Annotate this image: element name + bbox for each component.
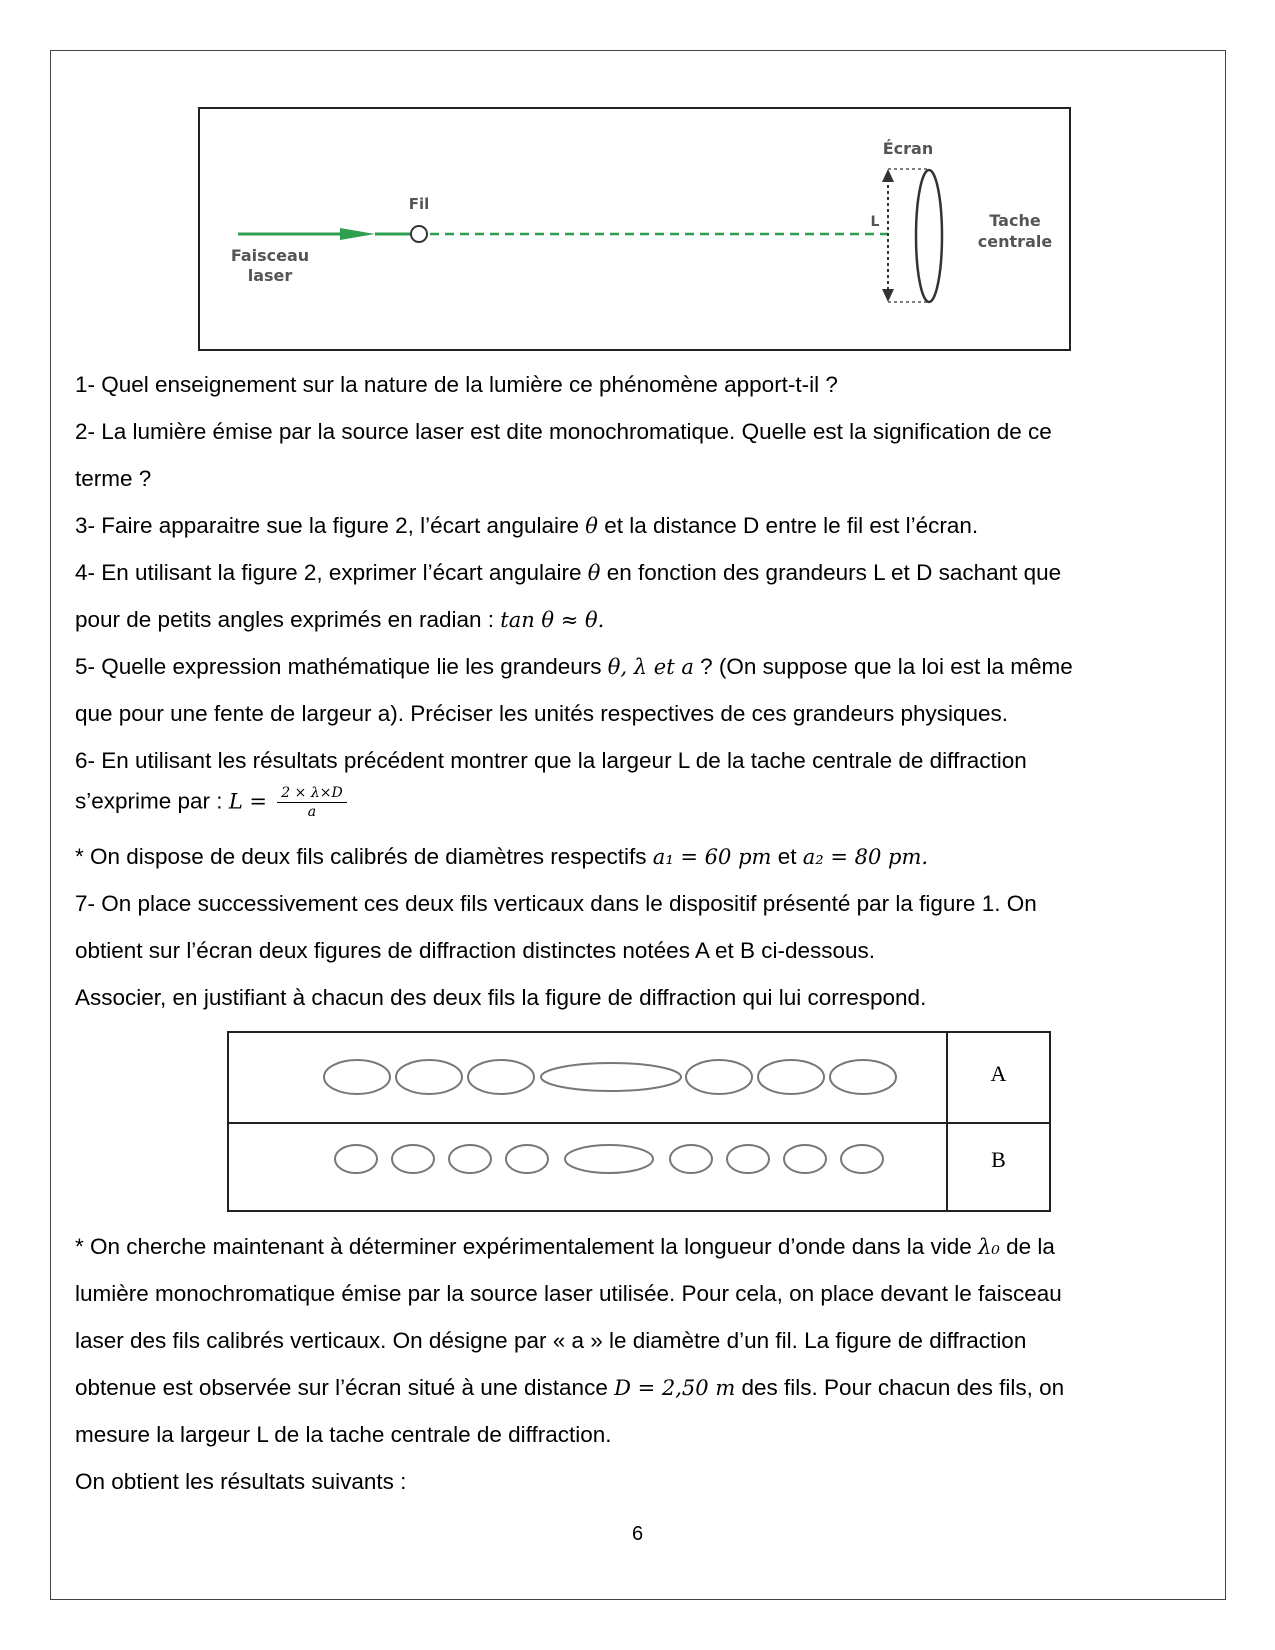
q5-text-post: ? (On suppose que la loi est la même <box>700 654 1073 679</box>
q4-text-pre: 4- En utilisant la figure 2, exprimer l’écart angulaire <box>75 560 582 585</box>
q3-text-post: et la distance D entre le fil est l’écran. <box>604 513 979 538</box>
p2-l1-post: de la <box>1006 1234 1055 1259</box>
paragraph-line-6: On obtient les résultats suivants : <box>75 1469 407 1494</box>
pattern-b-spot <box>335 1145 377 1173</box>
pattern-b-spot <box>841 1145 883 1173</box>
pattern-a-spot <box>324 1060 390 1094</box>
laser-label: laser <box>247 266 293 285</box>
q3-theta: θ <box>585 514 598 538</box>
faisceau-label: Faisceau <box>230 246 310 265</box>
question-6-line-2 <box>75 784 1195 821</box>
question-4-line-1 <box>75 558 1195 588</box>
q4-theta: θ <box>587 561 601 585</box>
p2-distance: D = 2,50 m <box>614 1376 736 1400</box>
question-7-line-1: 7- On place successivement ces deux fils verticaux dans le dispositif présenté par la figure 1. On <box>75 891 1037 916</box>
question-4-line-2 <box>75 605 1195 635</box>
table-divider <box>946 1033 948 1210</box>
p2-l4-post: des fils. Pour chacun des fils, on <box>741 1375 1065 1400</box>
setup-figure <box>198 107 1071 351</box>
q3-text-pre: 3- Faire apparaitre sue la figure 2, l’écart angulaire <box>75 513 580 538</box>
pattern-row-a <box>229 1033 1049 1124</box>
pattern-label-b: B <box>991 1147 1006 1172</box>
star1-a2: a₂ = 80 pm. <box>802 845 929 869</box>
star1-et: et <box>777 844 797 869</box>
dimension-arrow-bottom <box>882 289 894 302</box>
pattern-a-central-spot <box>541 1063 681 1091</box>
paragraph-line-2: lumière monochromatique émise par la source laser utilisée. Pour cela, on place devant le faisceau <box>75 1281 1062 1306</box>
pattern-b-spot <box>784 1145 826 1173</box>
paragraph-line-1 <box>75 1232 1195 1262</box>
page-number: 6 <box>631 1523 644 1545</box>
q6-fraction <box>277 784 346 821</box>
pattern-a-spot <box>686 1060 752 1094</box>
question-2-line-1: 2- La lumière émise par la source laser est dite monochromatique. Quelle est la signification de ce <box>75 419 1052 444</box>
pattern-b-spot <box>670 1145 712 1173</box>
pattern-label-a: A <box>990 1061 1007 1086</box>
q5-math: θ, λ et a <box>607 655 694 679</box>
paragraph-line-5: mesure la largeur L de la tache centrale de diffraction. <box>75 1422 612 1447</box>
setup-diagram <box>200 109 1069 349</box>
pattern-row-b <box>229 1122 1049 1210</box>
question-1: 1- Quel enseignement sur la nature de la lumière ce phénomène apport-t-il ? <box>75 372 838 397</box>
question-6-line-1: 6- En utilisant les résultats précédent montrer que la largeur L de la tache centrale de diffraction <box>75 748 1027 773</box>
q4b-math: tan θ ≈ θ. <box>500 608 605 632</box>
pattern-b-spot <box>449 1145 491 1173</box>
p2-l1-pre: * On cherche maintenant à déterminer expérimentalement la longueur d’onde dans la vide <box>75 1234 972 1259</box>
q6-text: s’exprime par : <box>75 788 223 814</box>
q6-numerator: 2 × λ×D <box>277 784 346 803</box>
laser-arrowhead <box>340 228 375 240</box>
pattern-a-drawing <box>229 1033 946 1121</box>
paragraph-line-3: laser des fils calibrés verticaux. On désigne par « a » le diamètre d’un fil. La figure de diffraction <box>75 1328 1027 1353</box>
l-label: L <box>870 214 880 230</box>
p2-lambda0: λ₀ <box>978 1235 1000 1259</box>
pattern-a-spot <box>396 1060 462 1094</box>
question-7-line-3: Associer, en justifiant à chacun des deux fils la figure de diffraction qui lui correspond. <box>75 985 927 1010</box>
pattern-b-drawing <box>229 1122 946 1210</box>
question-5-line-1 <box>75 652 1195 682</box>
ecran-label: Écran <box>882 139 934 158</box>
pattern-b-spot <box>392 1145 434 1173</box>
q6-denominator: a <box>307 804 317 820</box>
question-7-line-2: obtient sur l’écran deux figures de diffraction distinctes notées A et B ci-dessous. <box>75 938 876 963</box>
question-2-line-2: terme ? <box>75 466 152 491</box>
question-3 <box>75 511 1195 541</box>
tache-label: Tache <box>989 211 1041 230</box>
q5-text-pre: 5- Quelle expression mathématique lie les grandeurs <box>75 654 602 679</box>
pattern-b-spot <box>727 1145 769 1173</box>
q4b-text: pour de petits angles exprimés en radian : <box>75 607 494 632</box>
p2-l4-pre: obtenue est observée sur l’écran situé à une distance <box>75 1375 608 1400</box>
fil-label: Fil <box>408 195 430 213</box>
paragraph-line-4 <box>75 1373 1195 1403</box>
centrale-label: centrale <box>977 232 1053 251</box>
pattern-a-spot <box>830 1060 896 1094</box>
wires-statement <box>75 842 1195 872</box>
pattern-b-spot <box>506 1145 548 1173</box>
q6-lhs: L = <box>228 789 268 814</box>
pattern-a-spot <box>468 1060 534 1094</box>
star1-a1: a₁ = 60 pm <box>652 845 772 869</box>
dimension-arrow-top <box>882 169 894 182</box>
wire-icon <box>411 226 427 242</box>
q4-text-post: en fonction des grandeurs L et D sachant que <box>606 560 1062 585</box>
star1-text: * On dispose de deux fils calibrés de diamètres respectifs <box>75 844 647 869</box>
diffraction-table <box>227 1031 1051 1212</box>
question-5-line-2: que pour une fente de largeur a). Préciser les unités respectives de ces grandeurs physiques. <box>75 701 1009 726</box>
pattern-a-spot <box>758 1060 824 1094</box>
central-spot <box>916 170 942 302</box>
pattern-b-central-spot <box>565 1145 653 1173</box>
